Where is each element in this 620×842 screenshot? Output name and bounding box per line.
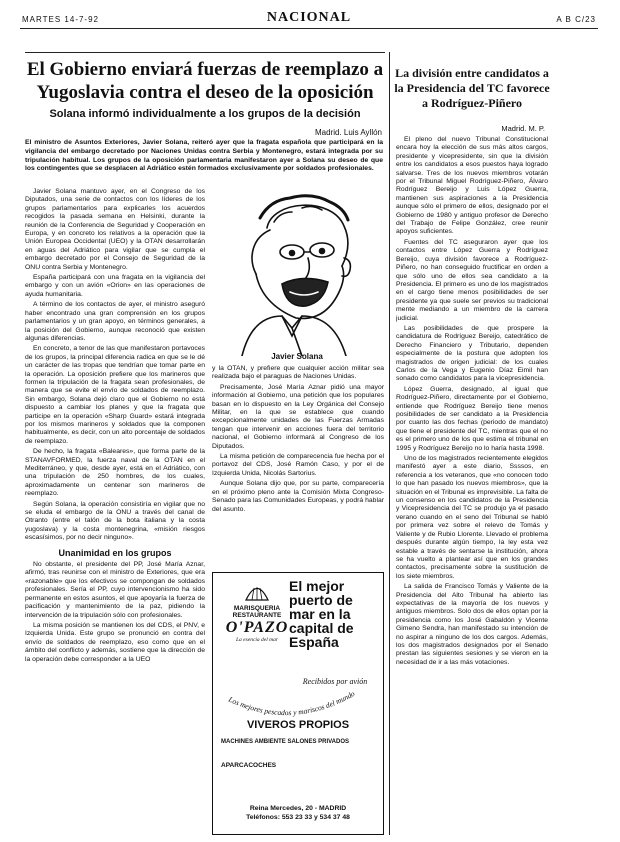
ad-viveros: VIVEROS PROPIOS (246, 719, 350, 731)
col1-paragraph: Según Solana, la operación consistiría en vigilar que no se eluda el embargo de la ONU a través del canal de Otranto (entre el talón de la bota italiana y la costa yugoslava) y la costa montenegrina, «misión riesgos escasísimos, por no decir ninguno». (25, 500, 205, 542)
right-paragraph: Las posibilidades de que prospere la candidatura de Rodríguez Bereijo, catedrático de Derecho Financiero y Tributario, dependen especialmente de la postura que adopten los magistrados de origen judicial: de los cuales Carlos de la Vega y Eugenio Díaz Eimil han sonado como candidatos para la vicepresidencia. (396, 324, 548, 383)
right-paragraph: Uno de los magistrados recientemente elegidos manifestó ayer a este diario, Ssssos, en referencia a los veteranos, que «no conocen todo lo que han pasado los nuevos miembros», que la situación en el Tribunal es imprevisible. La falta de un consenso en los candidatos de la Presidencia y Vicepresidencia del TC se produjo ya el pasado verano cuando en el seno del Tribunal se habló por primera vez sobre el relevo de Tomás y Valiente y de Rubio Llorente. Llevado el problema después durante algún tiempo, la ley esta vez estable a través de sentarse la institución, ahora se ha vuelto a plantear así que en los grandes contactos, precisamente sobre la sustitución de los siete miembros. (396, 455, 548, 580)
col1-paragraph: En concreto, a tenor de las que manifestaron portavoces de los grupos, la principal diferencia radica en que se le dé un carácter de las tropas que tendrían que tomar parte en la operación. La oposición prefiere que los marineros que formen la tripulación de la fragata sean profesionales, de manera que se evite el envío de soldados de reemplazo. Sin embargo, Solana dejó claro que el Gobierno no está dispuesto a cambiar los planes y que la fragata que participe en la operación «Sharp Guard» estará integrada por los mismos marineros y soldados que la componen habitualmente, es decir, con un alto porcentaje de soldados de reemplazo. (25, 345, 205, 445)
section-title: NACIONAL (266, 10, 352, 25)
col2-paragraph: Aunque Solana dijo que, por su parte, comparecería en el próximo pleno ante la Comisión Mixta Congreso-Senado para las Comunidades Europeas, y podrá hablar del asunto. (212, 480, 384, 513)
restaurant-name: O'PAZO (225, 619, 289, 636)
ad-slogan: El mejor puerto de mar en la capital de España (289, 578, 354, 650)
right-byline: Madrid. M. P. (501, 124, 545, 133)
caricature-illustration (212, 188, 382, 356)
main-lede: El ministro de Asuntos Exteriores, Javier Solana, reiteró ayer que la fragata española que participará en la vigilancia del embargo decretado por Naciones Unidas contra Serbia y Montenegro, estará integrada por su tripulación habitual. Los grupos de la oposición parlamentaria manifestaron ayer a Solana su deseo de que los contingentes que se desplacen al Adriático estén formados exclusivamente por soldados profesionales. (25, 139, 383, 173)
main-byline: Madrid. Luis Ayllón (315, 128, 382, 137)
restaurant-type: MARISQUERIA RESTAURANTE (232, 605, 282, 619)
col1-paragraph: A término de los contactos de ayer, el ministro aseguró haber encontrado una gran comprensión en los grupos parlamentarios y un gran apoyo, en términos generales, a la posición del Gobierno, aunque reconoció que existen algunas diferencias. (25, 301, 205, 342)
col1-paragraph: No obstante, el presidente del PP, José María Aznar, afirmó, tras reunirse con el ministro de Exteriores, que era «razonable» que los efectivos se compongan de soldados profesionales. Sería el PP, cuyo intervencionismo ha sido permanente en estos asuntos, el que apoyaría la fuerza de pacificación y mantenimiento de la paz, pidiendo la intervención de la tripulación sólo con profesionales. (25, 561, 205, 619)
right-paragraph: El pleno del nuevo Tribunal Constitucional encara hoy la elección de sus más altos cargos, presidente y vicepresidente, sin que la división entre los candidatos a esos puestos haya logrado salvarse. Tres de los nuevos miembros votarán por el Tribunal Miguel Rodríguez-Piñero, Álvaro Rodríguez Bereijo y Luis López Guerra, mantienen sus aspiraciones a la Presidencia aunque sólo el primero de ellos, designado por el Gobierno de 1980 y antiguo profesor de Derecho del Trabajo de Felipe González, cree reunir apoyos suficientes. (396, 136, 548, 236)
ad-features: MACHINES AMBIENTE SALONES PRIVADOS (221, 739, 350, 745)
right-paragraph: López Guerra, designado, al igual que Rodríguez-Piñero, directamente por el Gobierno, entiende que Rodríguez Bereijo tiene menos posibilidades de ser candidato a la Presidencia por cuanto las dos fechas (periodo de mandato) que tiene el presidente del TC, mientras que el no es el primero uno de los que estima el tribunal en 1995 y Rodríguez Bereijo no lo haría hasta 1998. (396, 385, 548, 452)
page-number: A B C/23 (556, 15, 596, 24)
col1-paragraph: De hecho, la fragata «Baleares», que forma parte de la STANAVFORMED, la fuerza naval de la OTAN en el Mediterráneo, y que, desde ayer, está en el Adriático, con una tripulación de 250 hombres, de los cuales, aproximadamente un centenar son marineros de reemplazo. (25, 448, 205, 498)
restaurant-logo (217, 581, 297, 691)
restaurant-advertisement (212, 572, 384, 835)
col2-paragraph: La misma petición de comparecencia fue hecha por el portavoz del CDS, José Ramón Caso, y por el de Izquierda Unida, Nicolás Sartorius. (212, 453, 384, 477)
ad-contact (213, 805, 383, 822)
page-header (20, 10, 598, 29)
cartoon-caption: Javier Solana (271, 352, 323, 361)
main-column-1 (25, 188, 205, 834)
main-headline: El Gobierno enviará fuerzas de reemplazo a Yugoslavia contra el deseo de la oposición (26, 59, 384, 103)
right-column (396, 136, 548, 834)
col1-paragraph: La misma posición se mantienen los del CDS, el PNV, e Izquierda Unida. Este grupo se pronunció en contra del envío de soldados de reemplazo, eso como que en el ámbito del conflicto y además, sostiene que la dirección de la operación debe corresponder a la UEO (25, 621, 205, 663)
right-paragraph: La salida de Francisco Tomás y Valiente de la Presidencia del Alto Tribunal ha abierto las expectativas de la mayoría de los nuevos y antiguos miembros. Solo dos de ellos optan por la presidencia como los José Gabaldón y Vicente Gimeno Sendra, han manifestado su intención de no aspirar a ninguno de los dos cargos. Además, los dos magistrados designados por el Senado prestan las siguientes sesiones y se vieron en la necesidad de ir a las más votaciones. (396, 583, 548, 666)
restaurant-tagline: La esencia del mar (235, 637, 278, 643)
ad-phone: Teléfonos: 553 23 33 y 534 37 48 (246, 813, 350, 821)
right-paragraph: Fuentes del TC aseguraron ayer que los contactos entre López Guerra y Rodríguez Bereijo, cuya división favorece a Rodríguez-Piñero, no han conseguido fructificar en orden a que sólo uno de ellos sea candidato a la Presidencia. El primero es uno de los magistrados en el cargo tiene menos posibilidades de ser presidente ya que suele ser previos su tradicional mente mediando a un miembro de la carrera judicial. (396, 238, 548, 322)
col1-paragraph: España participará con una fragata en la vigilancia del embargo y con un avión «Orion» en las operaciones de ayuda humanitaria. (25, 274, 205, 298)
ad-curve-text: Los mejores pescados y mariscos del mundo (227, 688, 357, 718)
main-top-rule (25, 52, 385, 53)
col1-subheading: Unanimidad en los grupos (58, 547, 172, 558)
col2-paragraph: y la OTAN, y prefiere que cualquier acción militar sea realizada bajo el paraguas de Naciones Unidas. (212, 365, 384, 381)
main-subhead: Solana informó individualmente a los grupos de la decisión (49, 108, 361, 120)
col2-paragraph: Precisamente, José María Aznar pidió una mayor información al Gobierno, una petición que los populares basan en lo dispuesto en la Ley Orgánica del Consejo Militar, en la que se establece que cuando excepcionalmente unidades de las Fuerzas Armadas tengan que intervenir en acciones fuera del territorio nacional, el Gobierno informará al Congreso de los Diputados. (212, 383, 384, 450)
col1-paragraph: Javier Solana mantuvo ayer, en el Congreso de los Diputados, una serie de contactos con los líderes de los grupos parlamentarios para explicarles los acuerdos recogidos la pasada semana en Helsinki, durante la reunión de la Conferencia de Seguridad y Cooperación en Europa, y en concreto los relativos a la operación que la Unión Europea Occidental (UEO) y la OTAN desarrollarán en aguas del Adriático para vigilar que se cumpla el embargo decretado por el Consejo de Seguridad de la ONU contra Serbia y Montenegro. (25, 188, 205, 271)
main-column-2 (212, 365, 384, 565)
ad-received-by-air: Recibidos por avión (302, 677, 368, 686)
svg-text:Los mejores pescados y marisco (226, 689, 356, 717)
ad-parking: APARCACOCHES (221, 762, 277, 769)
issue-date: MARTES 14-7-92 (22, 15, 99, 24)
shell-icon (244, 583, 270, 601)
column-divider (389, 52, 390, 835)
right-headline: La división entre candidatos a la Presidencia del TC favorece a Rodríguez-Piñero (394, 66, 550, 110)
ad-address: Reina Mercedes, 20 - MADRID (249, 805, 347, 812)
